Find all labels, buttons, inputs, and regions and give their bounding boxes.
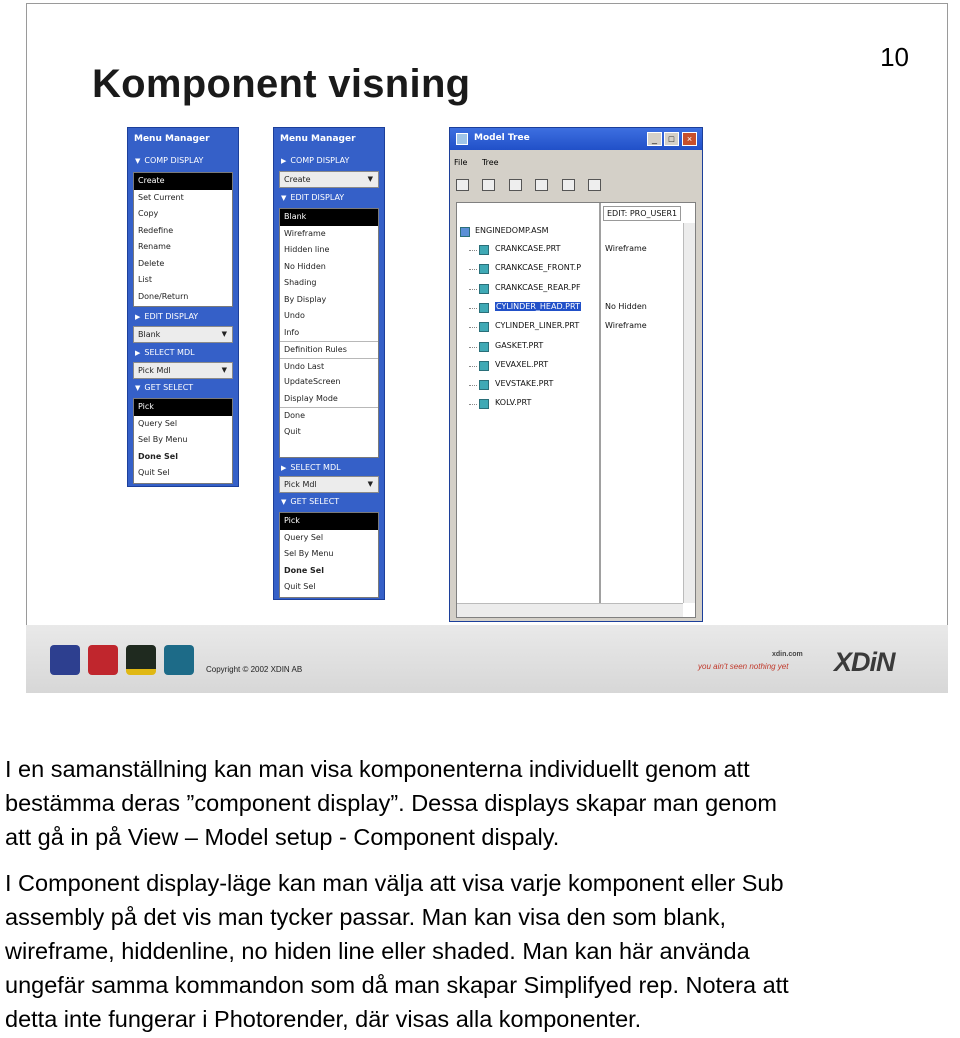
menu-item[interactable]: Query Sel [284, 532, 324, 542]
part-name: GASKET.PRT [495, 340, 544, 350]
comp-display-header[interactable]: ▶ COMP DISPLAY [281, 156, 350, 165]
maximize-icon[interactable]: □ [664, 132, 679, 146]
model-tree-menubar [454, 158, 511, 167]
tree-connector [469, 269, 477, 270]
paragraph-1 [5, 752, 960, 854]
menu-item[interactable]: Undo Last [280, 358, 378, 375]
tree-connector [469, 404, 477, 405]
tree-connector [469, 347, 477, 348]
model-tree-window [449, 127, 703, 622]
menu-item[interactable]: Pick [280, 513, 378, 530]
brand-url: xdin.com [772, 651, 803, 658]
menu-item[interactable]: Sel By Menu [138, 435, 188, 444]
menu-item[interactable]: Done/Return [138, 291, 189, 301]
menu-item[interactable]: Undo [284, 311, 305, 320]
menu-item[interactable]: Done [280, 407, 378, 424]
comp-display-header[interactable]: ▼ COMP DISPLAY [135, 156, 204, 165]
menu-item[interactable]: Query Sel [138, 418, 178, 428]
menu-item[interactable]: Delete [138, 258, 165, 268]
menu-item[interactable]: Info [284, 327, 300, 337]
panel-title: Menu Manager [280, 134, 356, 144]
part-display-value: Wireframe [605, 244, 647, 253]
horizontal-scrollbar[interactable] [457, 603, 683, 617]
find-icon[interactable] [456, 179, 469, 191]
edit-display-list [279, 208, 379, 458]
menu-file[interactable]: File [454, 158, 468, 167]
part-icon [479, 284, 489, 294]
copyright-text: Copyright © 2002 XDIN AB [206, 665, 303, 674]
tree-connector [469, 366, 477, 367]
text-line: att gå in på View – Model setup - Component dispaly. [5, 824, 560, 850]
menu-item[interactable]: Create [134, 173, 232, 190]
menu-item[interactable]: Quit [284, 426, 301, 436]
tree-part-row[interactable] [457, 395, 693, 413]
comp-display-list [133, 172, 233, 307]
chevron-down-icon: ▼ [221, 366, 227, 374]
expand-triangle-icon: ▶ [135, 349, 141, 357]
part-name: VEVAXEL.PRT [495, 359, 549, 369]
tree-part-row[interactable] [457, 280, 693, 298]
menu-item[interactable]: Sel By Menu [284, 549, 334, 558]
menu-item[interactable]: Hidden line [284, 245, 330, 254]
minimize-icon[interactable]: _ [647, 132, 662, 146]
menu-item[interactable]: Display Mode [284, 393, 338, 403]
chevron-down-icon: ▼ [367, 175, 373, 183]
tree-connector [469, 385, 477, 386]
tree-part-row[interactable] [457, 376, 693, 394]
menu-item[interactable]: Blank [280, 209, 378, 226]
edit-display-header[interactable]: ▶ EDIT DISPLAY [135, 312, 199, 321]
menu-item[interactable]: Done Sel [138, 451, 178, 461]
menu-item[interactable]: Copy [138, 209, 159, 218]
menu-item[interactable]: Definition Rules [280, 341, 378, 358]
menu-item[interactable]: No Hidden [284, 261, 326, 271]
text-line: wireframe, hiddenline, no hiden line eller shaded. Man kan här använda [5, 938, 750, 964]
get-select-header[interactable]: ▼ GET SELECT [281, 497, 340, 506]
tree-connector [469, 308, 477, 309]
get-select-header[interactable]: ▼ GET SELECT [135, 383, 194, 392]
chevron-down-icon: ▼ [367, 480, 373, 488]
tree-part-row[interactable] [457, 338, 693, 356]
select-mdl-header[interactable]: ▶ SELECT MDL [135, 348, 195, 357]
part-icon [479, 399, 489, 409]
part-icon [479, 380, 489, 390]
part-name: KOLV.PRT [495, 398, 532, 408]
part-icon [479, 303, 489, 313]
expand-triangle-icon: ▶ [281, 464, 287, 472]
text-line: I Component display-läge kan man välja att visa varje komponent eller Sub [5, 870, 784, 896]
menu-item[interactable]: Quit Sel [284, 582, 316, 591]
menu-item[interactable]: List [138, 275, 152, 284]
part-icon [479, 264, 489, 274]
tree-filter-icon[interactable] [482, 179, 495, 191]
edit-display-header[interactable]: ▼ EDIT DISPLAY [281, 193, 345, 202]
menu-manager-panel-2 [273, 127, 385, 600]
edit-display-combo[interactable]: Blank ▼ [133, 326, 233, 343]
tree-root-row[interactable]: ENGINEDOMP.ASM [457, 223, 693, 241]
menu-item[interactable]: Set Current [138, 192, 184, 202]
column-header[interactable]: EDIT: PRO_USER1 [603, 206, 681, 221]
assembly-icon [460, 227, 470, 237]
collapse-triangle-icon: ▼ [135, 157, 141, 165]
model-tree-titlebar[interactable]: Model Tree [450, 128, 702, 150]
part-name: CRANKCASE_REAR.PF [495, 282, 581, 292]
slide-page-number: 10 [880, 42, 909, 72]
part-icon [479, 361, 489, 371]
part-display-value: No Hidden [605, 301, 647, 311]
menu-item[interactable]: Wireframe [284, 228, 326, 238]
slide-title: Komponent visning [92, 62, 471, 106]
tree-part-row[interactable] [457, 241, 693, 259]
part-icon [479, 342, 489, 352]
part-name: VEVSTAKE.PRT [495, 379, 554, 389]
menu-item[interactable]: Quit Sel [138, 468, 170, 477]
menu-item[interactable]: Rename [138, 242, 171, 251]
tree-connector [469, 250, 477, 251]
text-line: assembly på det vis man tycker passar. Man kan visa den som blank, [5, 904, 726, 930]
tree-connector [469, 327, 477, 328]
part-name: CYLINDER_LINER.PRT [495, 321, 580, 331]
model-tree-pane [456, 202, 696, 618]
expand-triangle-icon: ▶ [135, 313, 141, 321]
part-name: CRANKCASE_FRONT.P [495, 263, 582, 273]
menu-item[interactable]: Redefine [138, 225, 174, 235]
menu-item[interactable]: Shading [284, 278, 317, 287]
part-name: CRANKCASE.PRT [495, 244, 561, 253]
menu-manager-panel-1 [127, 127, 239, 487]
comp-display-combo[interactable]: Create ▼ [279, 171, 379, 188]
collapse-triangle-icon: ▼ [135, 384, 141, 392]
tree-settings-icon[interactable] [588, 179, 601, 191]
paragraph-2 [5, 866, 960, 1036]
tree-part-row[interactable] [457, 357, 693, 375]
tree-part-row[interactable] [457, 299, 693, 317]
text-line: ungefär samma kommandon som då man skapar Simplifyed rep. Notera att [5, 972, 789, 998]
menu-item[interactable]: Pick [134, 399, 232, 416]
chevron-down-icon: ▼ [221, 330, 227, 338]
show-columns-icon[interactable] [562, 179, 575, 191]
select-mdl-header[interactable]: ▶ SELECT MDL [281, 463, 341, 472]
close-icon[interactable]: × [682, 132, 697, 146]
select-mdl-combo[interactable]: Pick Mdl ▼ [279, 476, 379, 493]
menu-item[interactable]: Done Sel [284, 565, 324, 575]
get-select-list [133, 398, 233, 484]
expand-tree-icon[interactable] [509, 179, 522, 191]
text-line: bestämma deras ”component display”. Dessa displays skapar man genom [5, 790, 777, 816]
expand-triangle-icon: ▶ [281, 157, 287, 165]
tree-columns-icon[interactable] [535, 179, 548, 191]
part-icon [479, 245, 489, 255]
part-display-value: Wireframe [605, 321, 647, 331]
model-tree-app-icon [456, 133, 468, 145]
xdin-logo: XDiN [834, 647, 895, 677]
text-line: I en samanställning kan man visa komponenterna individuellt genom att [5, 756, 750, 782]
brand-tagline: you ain't seen nothing yet [698, 662, 789, 671]
menu-item[interactable]: UpdateScreen [284, 377, 341, 386]
text-line: detta inte fungerar i Photorender, där visas alla komponenter. [5, 1006, 642, 1032]
tree-part-row[interactable] [457, 260, 693, 278]
menu-tree[interactable]: Tree [481, 158, 499, 167]
panel-title: Menu Manager [134, 134, 210, 144]
collapse-triangle-icon: ▼ [281, 194, 287, 202]
part-name: CYLINDER_HEAD.PRT [496, 301, 580, 311]
part-icon [479, 322, 489, 332]
menu-item[interactable]: By Display [284, 294, 327, 304]
model-tree-toolbar [456, 178, 696, 194]
collapse-triangle-icon: ▼ [281, 498, 287, 506]
get-select-list [279, 512, 379, 598]
select-mdl-combo[interactable]: Pick Mdl ▼ [133, 362, 233, 379]
tree-part-row[interactable] [457, 318, 693, 336]
tree-connector [469, 289, 477, 290]
